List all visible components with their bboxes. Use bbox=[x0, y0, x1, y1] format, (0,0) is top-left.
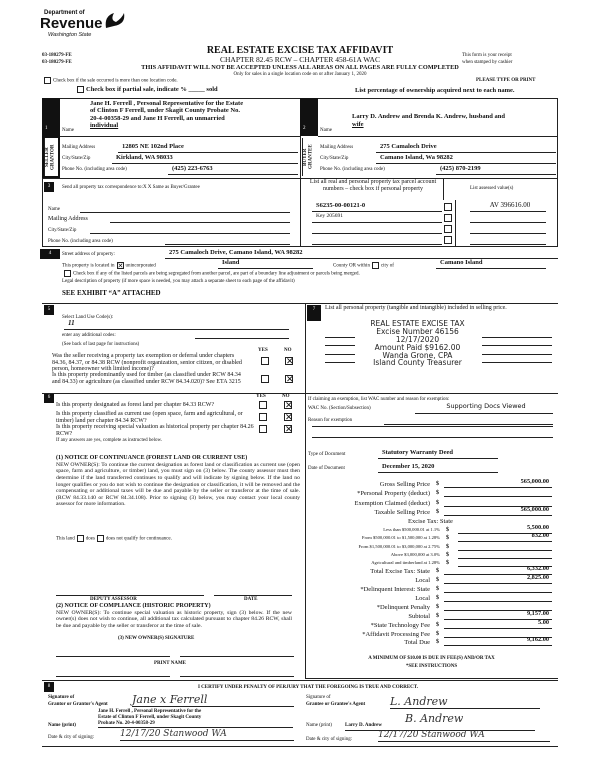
field-label: Mailing Address bbox=[320, 145, 354, 150]
field-label: does not qualify for continuance. bbox=[105, 536, 172, 542]
tax-row-label: Gross Selling Price bbox=[379, 481, 430, 488]
yes-checkbox[interactable] bbox=[259, 401, 267, 409]
field-label: Mailing Address bbox=[62, 145, 96, 150]
receipt-note: This form is your receipt bbox=[462, 53, 512, 58]
checkbox-label: Check box if any of the listed parcels are being segregated from another parcel, are part of a boundary line adjustment or parcels being merged. bbox=[73, 271, 360, 277]
question: Is this property designated as forest land per chapter 84.33 RCW? bbox=[56, 402, 215, 408]
tax-row-label: Total Due bbox=[404, 639, 430, 647]
unincorporated-checkbox-checked[interactable]: ✕ bbox=[117, 262, 124, 270]
minimum-due-note: A MINIMUM OF $10.00 IS DUE IN FEE(S) AND/OR TAX bbox=[368, 656, 495, 661]
grantee-signature[interactable]: L. Andrew bbox=[390, 696, 540, 709]
tax-row-label: From $500,000.01 to $1,500,000 at 1.28% bbox=[361, 535, 440, 541]
buyer-mailing-address[interactable]: 275 Camaloch Drive bbox=[376, 143, 556, 153]
yes-checkbox[interactable] bbox=[259, 425, 267, 433]
field-label: Signature of bbox=[48, 695, 75, 700]
instruction: (See back of last page for instructions) bbox=[62, 342, 140, 347]
tax-row-label: Total Excise Tax: State bbox=[370, 568, 430, 576]
question: Is this property classified as current use (open space, farm and agricultural, or timber) land per chapter 84.34 RCW? bbox=[56, 411, 243, 424]
checkbox-label: Check box if partial sale, indicate % _____ sold bbox=[86, 86, 218, 93]
currency-symbol: $ bbox=[436, 639, 439, 646]
stamp-line: Amount Paid $9162.00 bbox=[374, 342, 461, 352]
tax-row-value[interactable]: 832.00 bbox=[458, 533, 552, 542]
currency-symbol: $ bbox=[436, 586, 439, 592]
seller-name-line: Jane H. Ferrell , Personal Representative for the Estate bbox=[90, 100, 244, 107]
stamp-line: Excise Number 46156 bbox=[376, 326, 459, 336]
currency-symbol: $ bbox=[446, 527, 449, 534]
stamp-line: REAL ESTATE EXCISE TAX bbox=[370, 319, 465, 328]
tax-row-value[interactable]: 2,825.00 bbox=[444, 575, 552, 584]
instruction: If any answers are yes, complete as instructed below. bbox=[56, 438, 163, 443]
logo-swirl-icon bbox=[102, 10, 126, 30]
currency-symbol: $ bbox=[446, 560, 449, 566]
land-use-code[interactable]: 11 bbox=[64, 320, 289, 330]
tax-row-label: *Personal Property (deduct) bbox=[357, 490, 430, 498]
buyer-name-line: wife bbox=[352, 121, 364, 129]
grantor-name-line: Estate of Clinton F Ferrell, under Skagit County bbox=[98, 715, 202, 720]
notice-text: NEW OWNER(S): To continue the current designation as forest land or classification as current use (open space, farm and agriculture, or timber) land, you must sign on (3) below. The county assessor must then determine if the land transferred continues to qualify and will indicate by signing below. If the land no longer qualifies or you do not wish to continue the designation or classification, it will be removed and the compensating or additional taxes will be due and payable by the seller or transferor at the time of sale. (RCW 84.33.140 or RCW 84.34.108). Prior to signing (3) below, you may contact your local county assessor for more information. bbox=[56, 461, 300, 508]
seller-mailing-address[interactable]: 12805 NE 102nd Place bbox=[118, 143, 298, 153]
question: Was the seller receiving a property tax exemption or deferral under chapters 84.36, 84.37, or 84.38 RCW (nonprofit organization, senior citizen, or disabled person, homeowner with limited income)? bbox=[52, 353, 242, 373]
tax-row-value[interactable]: 5,500.00 bbox=[458, 525, 552, 534]
buyer-city[interactable]: Camano Island, Wa 98282 bbox=[376, 154, 556, 164]
field-label: City/State/Zip bbox=[62, 156, 91, 161]
partial-sale-checkbox[interactable] bbox=[77, 86, 84, 93]
deputy-assessor-label: DEPUTY ASSESSOR bbox=[90, 597, 137, 602]
field-label: WAC No. (Section/Subsection) bbox=[308, 406, 371, 411]
dor-logo bbox=[40, 10, 130, 46]
stamp-line: 12/17/2020 bbox=[395, 334, 440, 344]
exemption-label: If claiming an exemption, list WAC number and reason for exemption: bbox=[308, 397, 450, 402]
tax-row-value[interactable]: 5.00 bbox=[444, 620, 552, 629]
tax-row-value[interactable] bbox=[444, 593, 552, 602]
no-header: NO bbox=[284, 348, 292, 353]
field-label: Name bbox=[62, 128, 74, 133]
legal-description-label: Legal description of property (if more space is needed, you may attach a separate sheet to each page of the affidavit) bbox=[62, 279, 295, 284]
currency-symbol: $ bbox=[446, 543, 449, 550]
tax-row-value[interactable] bbox=[444, 584, 552, 593]
city-checkbox[interactable] bbox=[372, 262, 379, 269]
field-label: Name bbox=[48, 207, 60, 212]
logo-text: Department of bbox=[44, 10, 85, 16]
field-label: Mailing Address bbox=[48, 216, 88, 222]
currency-symbol: $ bbox=[436, 481, 439, 487]
field-label: City/State/Zip bbox=[48, 228, 77, 233]
field-label: Type of Document bbox=[308, 452, 346, 457]
field-label: This land bbox=[56, 536, 75, 542]
grantee-date-city[interactable]: 12/17/20 Stanwood WA bbox=[378, 731, 550, 742]
warning: THIS AFFIDAVIT WILL NOT BE ACCEPTED UNLESS ALL AREAS ON ALL PAGES ARE FULLY COMPLETED bbox=[141, 64, 459, 71]
tax-row-label: *Delinquent Penalty bbox=[376, 603, 430, 611]
tax-row-label: Exemption Claimed (deduct) bbox=[354, 499, 430, 507]
no-header: NO bbox=[282, 394, 290, 399]
additional-codes[interactable] bbox=[195, 329, 289, 339]
grantor-name-line: Jane H. Ferrell , Personal Representative for the bbox=[98, 709, 202, 714]
correspondence-phone[interactable] bbox=[165, 235, 290, 245]
yes-checkbox[interactable] bbox=[259, 413, 267, 421]
section-number: 6 bbox=[44, 393, 54, 403]
supporting-docs-stamp: Supporting Docs Viewed bbox=[415, 404, 553, 414]
chapter: CHAPTER 82.45 RCW – CHAPTER 458-61A WAC bbox=[220, 55, 380, 64]
tax-row-value[interactable]: 565,000.00 bbox=[444, 507, 552, 516]
field-label: Grantee or Grantee's Agent bbox=[306, 701, 366, 707]
personal-property-checkbox[interactable] bbox=[444, 225, 452, 233]
document-type[interactable]: Statutory Warranty Deed bbox=[378, 449, 498, 459]
tax-row-label: Above $3,000,000 at 3.0% bbox=[390, 551, 440, 557]
field-label: enter any additional codes: bbox=[62, 333, 116, 338]
section-number: 1 bbox=[45, 126, 48, 131]
no-checkbox-checked[interactable]: ✕ bbox=[285, 412, 293, 422]
no-checkbox-checked[interactable]: ✕ bbox=[285, 424, 293, 434]
currency-symbol: $ bbox=[436, 630, 439, 637]
buyer-phone[interactable]: (425) 870-2199 bbox=[436, 165, 556, 175]
excise-tax-header: Excise Tax: State bbox=[408, 518, 453, 526]
personal-property-checkbox[interactable] bbox=[444, 214, 452, 222]
personal-property-label: List all personal property (tangible and intangible) included in selling price. bbox=[325, 305, 507, 311]
date-label: DATE bbox=[244, 597, 258, 602]
correspondence-name[interactable] bbox=[80, 203, 290, 213]
assessed-value[interactable] bbox=[470, 235, 546, 245]
form-title: REAL ESTATE EXCISE TAX AFFIDAVIT bbox=[206, 45, 394, 56]
assessed-value[interactable] bbox=[470, 213, 546, 223]
receipt-note: when stamped by cashier bbox=[462, 60, 513, 65]
currency-symbol: $ bbox=[446, 551, 449, 558]
tax-row-value[interactable]: 565,000.00 bbox=[444, 479, 552, 488]
notice-text: NEW OWNER(S): To continue special valuation as historic property, sign (3) below. If the new owner(s) does not wish to continue, all additional tax calculated pursuant to chapter 84.26 RCW, shall be due and payable by the seller or transferor at the time of sale. bbox=[56, 609, 292, 629]
new-owner-signature-label: (3) NEW OWNER(S) SIGNATURE bbox=[118, 636, 195, 641]
certification-text: I CERTIFY UNDER PENALTY OF PERJURY THAT THE FOREGOING IS TRUE AND CORRECT. bbox=[197, 685, 418, 690]
question: Is this property predominantly used for timber (as classified under RCW 84.34 and 84.33) or agriculture (as classified under RCW 84.34.020)? See ETA 3215 bbox=[52, 372, 241, 385]
currency-symbol: $ bbox=[436, 490, 439, 497]
field-label: Name (print) bbox=[306, 723, 332, 728]
tax-row-label: *State Technology Fee bbox=[370, 621, 430, 629]
parcel-number[interactable]: Key 205691 bbox=[312, 213, 442, 223]
stamp-line: Island County Treasurer bbox=[373, 358, 462, 368]
notice-title: (1) NOTICE OF CONTINUANCE (FOREST LAND OR CURRENT USE) bbox=[56, 455, 248, 461]
field-label: Select Land Use Code(s): bbox=[62, 315, 114, 320]
field-label: Phone No. (including area code) bbox=[320, 167, 385, 172]
exemption-reason[interactable] bbox=[384, 415, 553, 425]
field-label: does bbox=[85, 536, 95, 542]
does-qualify-checkbox[interactable] bbox=[77, 535, 84, 542]
grantor-name-line: Probate No. 20-4-00358-29 bbox=[98, 721, 293, 728]
tax-row-value[interactable]: 6,332.00 bbox=[444, 566, 552, 575]
tax-row-label: Taxable Selling Price bbox=[374, 508, 430, 516]
instruction: PLEASE TYPE OR PRINT bbox=[476, 78, 536, 83]
section-number: 8 bbox=[44, 682, 54, 692]
yes-header: YES bbox=[258, 348, 268, 353]
field-label: Street address of property: bbox=[62, 252, 115, 257]
grantor-date-city[interactable]: 12/17/20 Stanwood WA bbox=[120, 730, 294, 741]
field-label: Reason for exemption bbox=[308, 418, 353, 423]
grantee-name[interactable]: Larry D. Andrew bbox=[345, 723, 382, 728]
no-checkbox-checked[interactable]: ✕ bbox=[286, 356, 294, 366]
correspondence-mail[interactable] bbox=[110, 213, 290, 223]
no-checkbox-checked[interactable]: ✕ bbox=[286, 374, 294, 384]
seller-name-line: of Clinton F Ferrell, under Skagit County Probate No. bbox=[90, 107, 240, 115]
currency-symbol: $ bbox=[436, 499, 439, 506]
checkbox-label: Check box if the sale occurred is more than one location code. bbox=[53, 78, 178, 84]
notice-title: (2) NOTICE OF COMPLIANCE (HISTORIC PROPERTY) bbox=[56, 603, 211, 609]
seller-phone[interactable]: (425) 223-6763 bbox=[168, 165, 298, 175]
personal-property-checkbox[interactable] bbox=[444, 203, 452, 211]
field-label: Date of Document bbox=[308, 466, 345, 471]
parcel-header: List all real and personal property tax parcel account numbers – check box if personal property bbox=[309, 179, 437, 192]
tax-row-value[interactable] bbox=[444, 488, 552, 497]
form-id: 03-180279-FE bbox=[42, 60, 72, 65]
tax-row-value[interactable]: 9,162.00 bbox=[444, 637, 552, 646]
currency-symbol: $ bbox=[436, 594, 439, 601]
property-county[interactable]: Island bbox=[218, 259, 313, 269]
tax-row-label: From $1,500,000.01 to $3,000,000 at 2.75% bbox=[358, 543, 440, 549]
field-label: County OR within bbox=[333, 263, 370, 269]
section-number: 3 bbox=[44, 182, 54, 192]
question: Is this property receiving special valuation as historical property per chapter 84.26 RCW? bbox=[56, 424, 254, 437]
excise-paid-stamp bbox=[350, 320, 485, 367]
seller-name-line: 20-4-00358-29 and Jane H Ferrell, an unmarried bbox=[90, 114, 225, 122]
seller-side-label: SELLER GRANTOR bbox=[44, 138, 58, 176]
parcel-number[interactable]: S6235-00-00121-0 bbox=[312, 202, 442, 212]
field-label: Name (print) bbox=[48, 723, 76, 728]
see-instructions: *SEE INSTRUCTIONS bbox=[405, 664, 458, 669]
tax-row-label: *Affidavit Processing Fee bbox=[362, 630, 430, 638]
currency-symbol: $ bbox=[436, 603, 439, 610]
yes-header: YES bbox=[256, 394, 266, 399]
section-number: 7 bbox=[307, 305, 321, 321]
property-street-address[interactable]: 275 Camaloch Drive, Camano Island, WA 98282 bbox=[165, 249, 558, 259]
segregated-checkbox[interactable] bbox=[64, 270, 71, 277]
tax-row-value[interactable]: 9,157.00 bbox=[444, 611, 552, 620]
field-label: City/State/Zip bbox=[320, 156, 349, 161]
parcel-number[interactable] bbox=[312, 224, 442, 234]
yes-checkbox[interactable] bbox=[261, 357, 269, 365]
field-label: Date & city of signing: bbox=[306, 737, 353, 742]
assessed-value[interactable]: AV 396616.00 bbox=[470, 202, 546, 212]
does-not-qualify-checkbox[interactable] bbox=[97, 535, 104, 542]
currency-symbol: $ bbox=[446, 535, 449, 542]
section-number: 5 bbox=[44, 305, 54, 315]
field-label: Phone No. (including area code) bbox=[62, 167, 127, 172]
legal-description: SEE EXHIBIT “A” ATTACHED bbox=[62, 289, 161, 297]
tax-row-label: Local bbox=[415, 594, 430, 602]
grantor-signature[interactable]: Jane x Ferrell bbox=[132, 694, 294, 707]
print-name-label: PRINT NAME bbox=[154, 661, 186, 666]
field-label: unincorporated bbox=[125, 263, 156, 269]
assessed-header: List assessed value(s) bbox=[470, 186, 514, 191]
form-id: 03-180279-FE bbox=[42, 53, 72, 58]
field-label: Date & city of signing: bbox=[48, 735, 95, 740]
seller-city[interactable]: Kirkland, WA 98033 bbox=[112, 154, 298, 164]
seller-name-line: individual bbox=[90, 121, 119, 129]
field-label: This property is located in bbox=[62, 263, 115, 269]
tax-row-label: Subtotal bbox=[408, 612, 430, 620]
field-label: Signature of bbox=[306, 695, 331, 700]
personal-property-checkbox[interactable] bbox=[444, 236, 452, 244]
field-label: Name bbox=[320, 128, 332, 133]
section-number: 2 bbox=[303, 126, 306, 131]
yes-checkbox[interactable] bbox=[261, 375, 269, 383]
property-city[interactable]: Camano Island bbox=[436, 259, 546, 269]
field-label: city of bbox=[380, 263, 394, 269]
field-label: Phone No. (including area code) bbox=[48, 239, 113, 244]
tax-row-label: Less than $500,000.01 at 1.1% bbox=[383, 527, 440, 533]
no-checkbox-checked[interactable]: ✕ bbox=[285, 400, 293, 410]
assessed-value[interactable] bbox=[470, 224, 546, 234]
currency-symbol: $ bbox=[436, 621, 439, 628]
currency-symbol: $ bbox=[436, 577, 439, 584]
instruction: List percentage of ownership acquired next to each name. bbox=[355, 87, 515, 94]
location-code-checkbox[interactable] bbox=[44, 77, 51, 84]
buyer-side-label: BUYER GRANTEE bbox=[302, 138, 316, 176]
correspondence-text: Send all property tax correspondence to:X X Same as Buyer/Grantee bbox=[62, 185, 200, 190]
stamp-line: Wanda Grone, CPA bbox=[382, 350, 453, 360]
currency-symbol: $ bbox=[436, 612, 439, 619]
currency-symbol: $ bbox=[436, 568, 439, 575]
document-date[interactable]: December 15, 2020 bbox=[378, 463, 498, 473]
currency-symbol: $ bbox=[436, 508, 439, 515]
only-for-note: Only for sales in a single location code on or after January 1, 2020 bbox=[233, 72, 367, 77]
parcel-number[interactable] bbox=[312, 235, 442, 245]
section-number: 4 bbox=[40, 249, 60, 259]
tax-row-label: Agricultural and timberland at 1.28% bbox=[371, 560, 440, 565]
tax-row-label: *Delinquent Interest: State bbox=[360, 586, 430, 593]
buyer-name-line: Larry D. Andrew and Brenda K. Andrew, husband and bbox=[352, 113, 505, 120]
correspondence-city[interactable] bbox=[90, 224, 290, 234]
grantee-name-signature: B. Andrew bbox=[405, 712, 464, 725]
logo-text: Revenue bbox=[40, 15, 103, 32]
logo-text: Washington State bbox=[48, 32, 92, 38]
tax-row-label: Local bbox=[415, 577, 430, 585]
field-label: Grantor or Grantor's Agent bbox=[48, 701, 108, 707]
